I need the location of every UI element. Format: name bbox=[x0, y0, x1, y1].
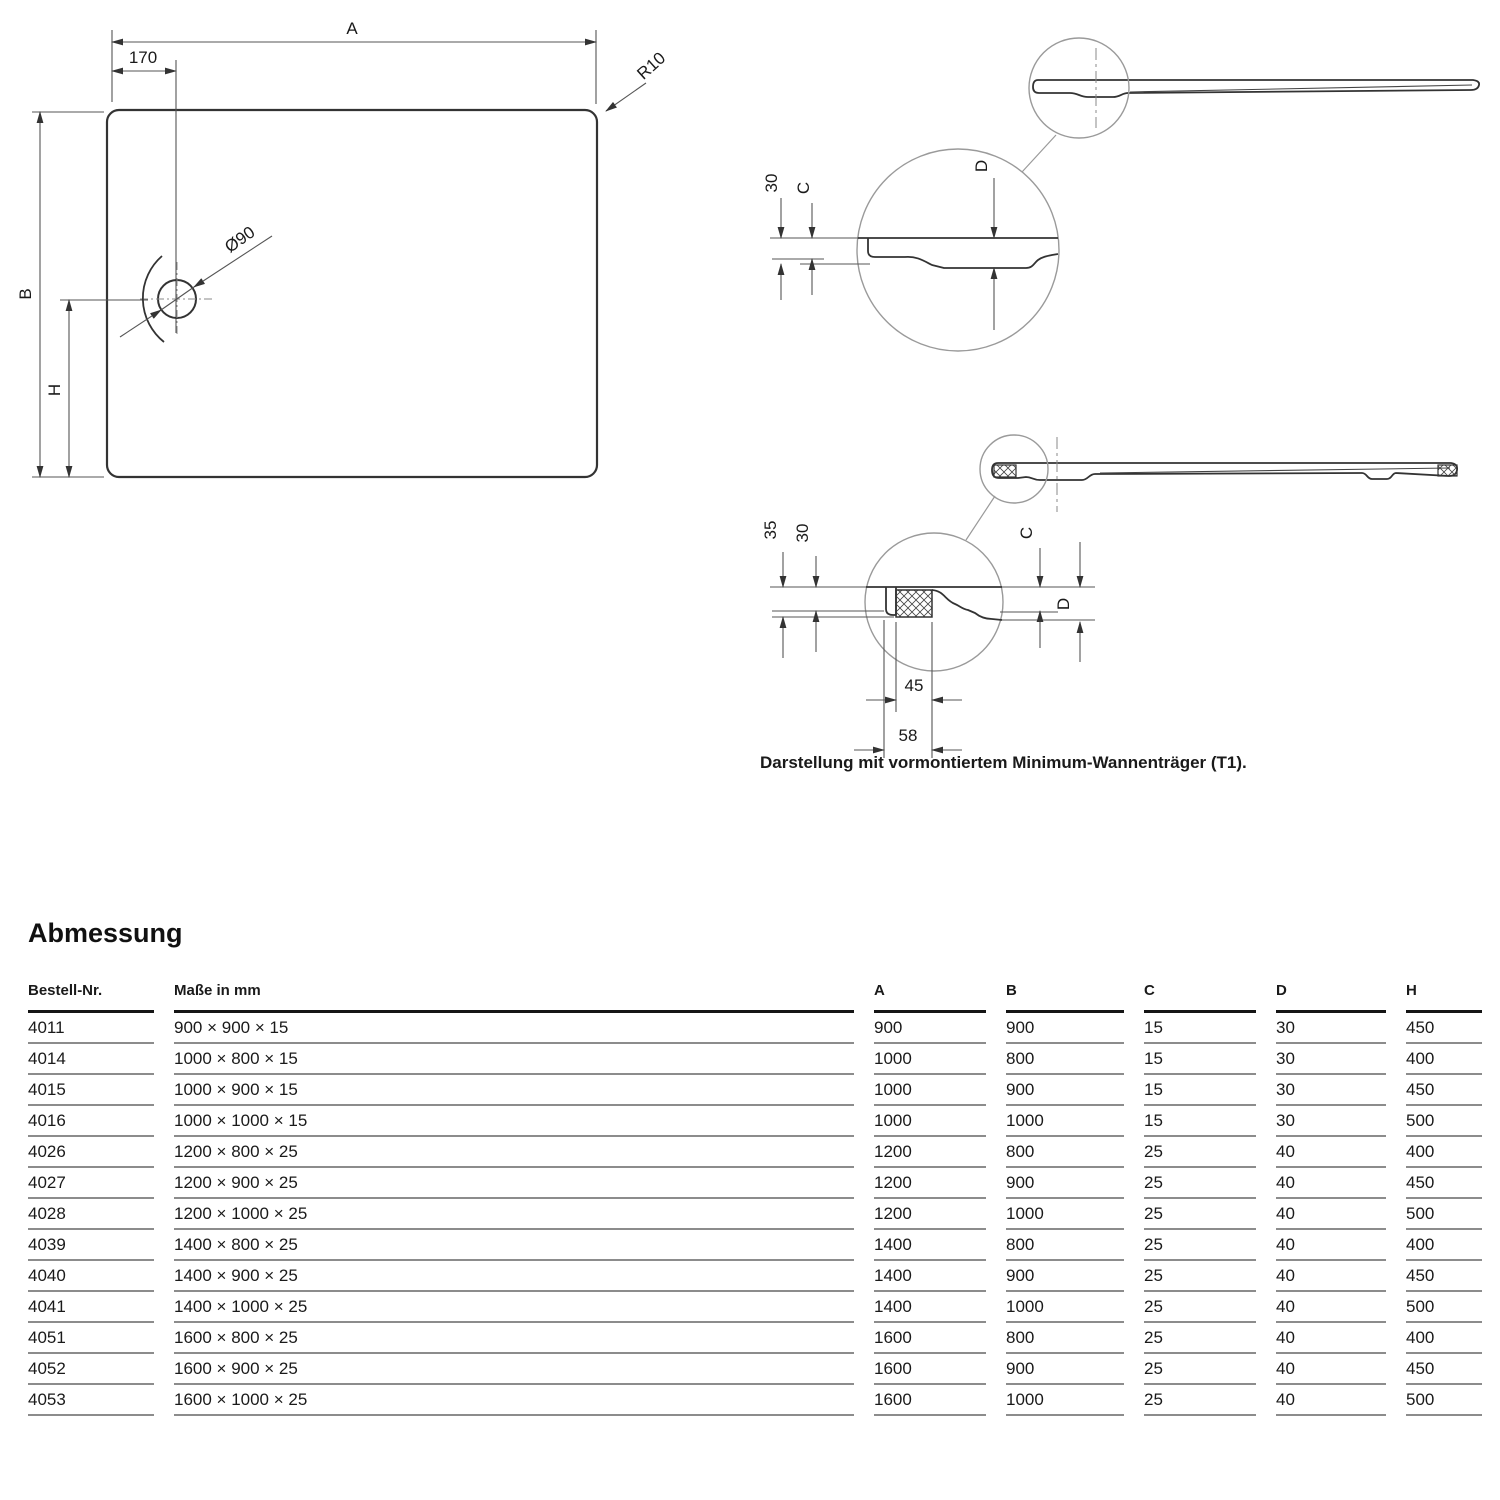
order-number-cell: 4040 bbox=[28, 1261, 154, 1292]
table-cell: 25 bbox=[1144, 1199, 1256, 1230]
table-cell: 1000 bbox=[874, 1044, 986, 1075]
table-cell: 500 bbox=[1406, 1199, 1482, 1230]
order-number-cell: 4051 bbox=[28, 1323, 154, 1354]
table-cell: 25 bbox=[1144, 1230, 1256, 1261]
column-header-5: C bbox=[1144, 975, 1256, 1013]
dim-label-30: 30 bbox=[762, 173, 781, 193]
table-cell: 400 bbox=[1406, 1137, 1482, 1168]
table-cell: 450 bbox=[1406, 1261, 1482, 1292]
table-cell: 400 bbox=[1406, 1230, 1482, 1261]
table-heading: Abmessung bbox=[28, 918, 183, 948]
table-cell: 40 bbox=[1276, 1199, 1386, 1230]
table-cell: 30 bbox=[1276, 1013, 1386, 1044]
table-cell: 1600 bbox=[874, 1385, 986, 1416]
table-cell: 900 × 900 × 15 bbox=[174, 1013, 854, 1044]
table-cell: 1400 × 900 × 25 bbox=[174, 1261, 854, 1292]
order-number-cell: 4039 bbox=[28, 1230, 154, 1261]
table-cell: 900 bbox=[1006, 1261, 1124, 1292]
dim-label-170: 170 bbox=[128, 48, 158, 67]
order-number-cell: 4016 bbox=[28, 1106, 154, 1137]
tray-section-profile bbox=[1033, 80, 1479, 97]
table-cell: 40 bbox=[1276, 1323, 1386, 1354]
table-cell: 900 bbox=[1006, 1168, 1124, 1199]
order-number-cell: 4026 bbox=[28, 1137, 154, 1168]
table-cell: 1000 bbox=[1006, 1292, 1124, 1323]
table-cell: 30 bbox=[1276, 1106, 1386, 1137]
dim-label-d: D bbox=[1054, 597, 1073, 611]
table-cell: 800 bbox=[1006, 1230, 1124, 1261]
table-cell: 450 bbox=[1406, 1013, 1482, 1044]
column-header-4: B bbox=[1006, 975, 1124, 1013]
table-cell: 1400 bbox=[874, 1230, 986, 1261]
dim-label-drain-diameter: Ø90 bbox=[221, 222, 259, 257]
dimension-table bbox=[28, 975, 1482, 1416]
table-cell: 1000 bbox=[1006, 1199, 1124, 1230]
dim-label-d: D bbox=[972, 159, 991, 173]
order-number-cell: 4011 bbox=[28, 1013, 154, 1044]
dim-label-h: H bbox=[45, 383, 64, 397]
order-number-cell: 4014 bbox=[28, 1044, 154, 1075]
table-cell: 25 bbox=[1144, 1354, 1256, 1385]
table-cell: 450 bbox=[1406, 1168, 1482, 1199]
table-cell: 1000 bbox=[874, 1106, 986, 1137]
dim-label-35: 35 bbox=[761, 520, 780, 540]
order-number-cell: 4027 bbox=[28, 1168, 154, 1199]
dim-label-c: C bbox=[1017, 526, 1036, 540]
support-block-right bbox=[1438, 465, 1457, 476]
dim-label-45: 45 bbox=[904, 676, 924, 695]
table-cell: 40 bbox=[1276, 1137, 1386, 1168]
table-cell: 40 bbox=[1276, 1292, 1386, 1323]
table-cell: 15 bbox=[1144, 1044, 1256, 1075]
table-cell: 1400 bbox=[874, 1261, 986, 1292]
order-number-cell: 4052 bbox=[28, 1354, 154, 1385]
plan-view-drawing bbox=[0, 0, 710, 520]
table-cell: 15 bbox=[1144, 1013, 1256, 1044]
table-cell: 800 bbox=[1006, 1323, 1124, 1354]
table-cell: 1200 × 800 × 25 bbox=[174, 1137, 854, 1168]
table-cell: 40 bbox=[1276, 1261, 1386, 1292]
table-cell: 25 bbox=[1144, 1323, 1256, 1354]
table-cell: 900 bbox=[1006, 1354, 1124, 1385]
section-drawing-with-support bbox=[740, 400, 1500, 765]
detail-bubble-large bbox=[857, 149, 1059, 351]
table-cell: 900 bbox=[874, 1013, 986, 1044]
dim-label-58: 58 bbox=[898, 726, 918, 745]
table-cell: 450 bbox=[1406, 1075, 1482, 1106]
support-block-detail bbox=[896, 590, 932, 617]
table-cell: 1400 bbox=[874, 1292, 986, 1323]
table-cell: 25 bbox=[1144, 1292, 1256, 1323]
table-cell: 1600 × 900 × 25 bbox=[174, 1354, 854, 1385]
table-cell: 25 bbox=[1144, 1385, 1256, 1416]
table-cell: 1000 × 900 × 15 bbox=[174, 1075, 854, 1106]
table-cell: 1000 bbox=[1006, 1385, 1124, 1416]
table-cell: 30 bbox=[1276, 1044, 1386, 1075]
dim-label-b: B bbox=[16, 288, 35, 300]
column-header-7: H bbox=[1406, 975, 1482, 1013]
table-cell: 400 bbox=[1406, 1323, 1482, 1354]
table-cell: 1600 bbox=[874, 1323, 986, 1354]
order-number-cell: 4041 bbox=[28, 1292, 154, 1323]
table-cell: 450 bbox=[1406, 1354, 1482, 1385]
table-cell: 1200 bbox=[874, 1199, 986, 1230]
table-cell: 500 bbox=[1406, 1292, 1482, 1323]
table-cell: 40 bbox=[1276, 1168, 1386, 1199]
order-number-cell: 4053 bbox=[28, 1385, 154, 1416]
edge-lip bbox=[886, 587, 896, 615]
dim-label-a: A bbox=[346, 19, 358, 38]
section-drawing-no-support bbox=[740, 0, 1500, 420]
table-cell: 800 bbox=[1006, 1137, 1124, 1168]
order-number-cell: 4028 bbox=[28, 1199, 154, 1230]
table-cell: 900 bbox=[1006, 1075, 1124, 1106]
column-header-1: Bestell-Nr. bbox=[28, 975, 154, 1013]
order-number-cell: 4015 bbox=[28, 1075, 154, 1106]
table-cell: 1000 bbox=[874, 1075, 986, 1106]
table-cell: 25 bbox=[1144, 1137, 1256, 1168]
table-cell: 40 bbox=[1276, 1230, 1386, 1261]
table-cell: 30 bbox=[1276, 1075, 1386, 1106]
table-cell: 1400 × 1000 × 25 bbox=[174, 1292, 854, 1323]
table-cell: 800 bbox=[1006, 1044, 1124, 1075]
tray-outline bbox=[107, 110, 597, 477]
table-cell: 1200 × 1000 × 25 bbox=[174, 1199, 854, 1230]
table-cell: 40 bbox=[1276, 1385, 1386, 1416]
table-cell: 500 bbox=[1406, 1106, 1482, 1137]
table-cell: 1200 bbox=[874, 1168, 986, 1199]
table-cell: 1400 × 800 × 25 bbox=[174, 1230, 854, 1261]
table-cell: 1600 × 1000 × 25 bbox=[174, 1385, 854, 1416]
column-header-3: A bbox=[874, 975, 986, 1013]
table-cell: 1600 bbox=[874, 1354, 986, 1385]
table-cell: 40 bbox=[1276, 1354, 1386, 1385]
support-block-left bbox=[994, 465, 1016, 477]
table-cell: 1200 bbox=[874, 1137, 986, 1168]
table-cell: 15 bbox=[1144, 1075, 1256, 1106]
table-cell: 400 bbox=[1406, 1044, 1482, 1075]
column-header-6: D bbox=[1276, 975, 1386, 1013]
table-cell: 15 bbox=[1144, 1106, 1256, 1137]
table-cell: 1000 × 800 × 15 bbox=[174, 1044, 854, 1075]
dim-label-30: 30 bbox=[793, 523, 812, 543]
dim-label-c: C bbox=[794, 181, 813, 195]
table-cell: 1000 × 1000 × 15 bbox=[174, 1106, 854, 1137]
table-cell: 25 bbox=[1144, 1168, 1256, 1199]
table-cell: 1200 × 900 × 25 bbox=[174, 1168, 854, 1199]
dim-label-r10: R10 bbox=[633, 48, 670, 84]
table-cell: 25 bbox=[1144, 1261, 1256, 1292]
column-header-2: Maße in mm bbox=[174, 975, 854, 1013]
table-cell: 1000 bbox=[1006, 1106, 1124, 1137]
table-cell: 1600 × 800 × 25 bbox=[174, 1323, 854, 1354]
section-caption: Darstellung mit vormontiertem Minimum-Wannenträger (T1). bbox=[760, 753, 1247, 772]
table-cell: 900 bbox=[1006, 1013, 1124, 1044]
table-cell: 500 bbox=[1406, 1385, 1482, 1416]
